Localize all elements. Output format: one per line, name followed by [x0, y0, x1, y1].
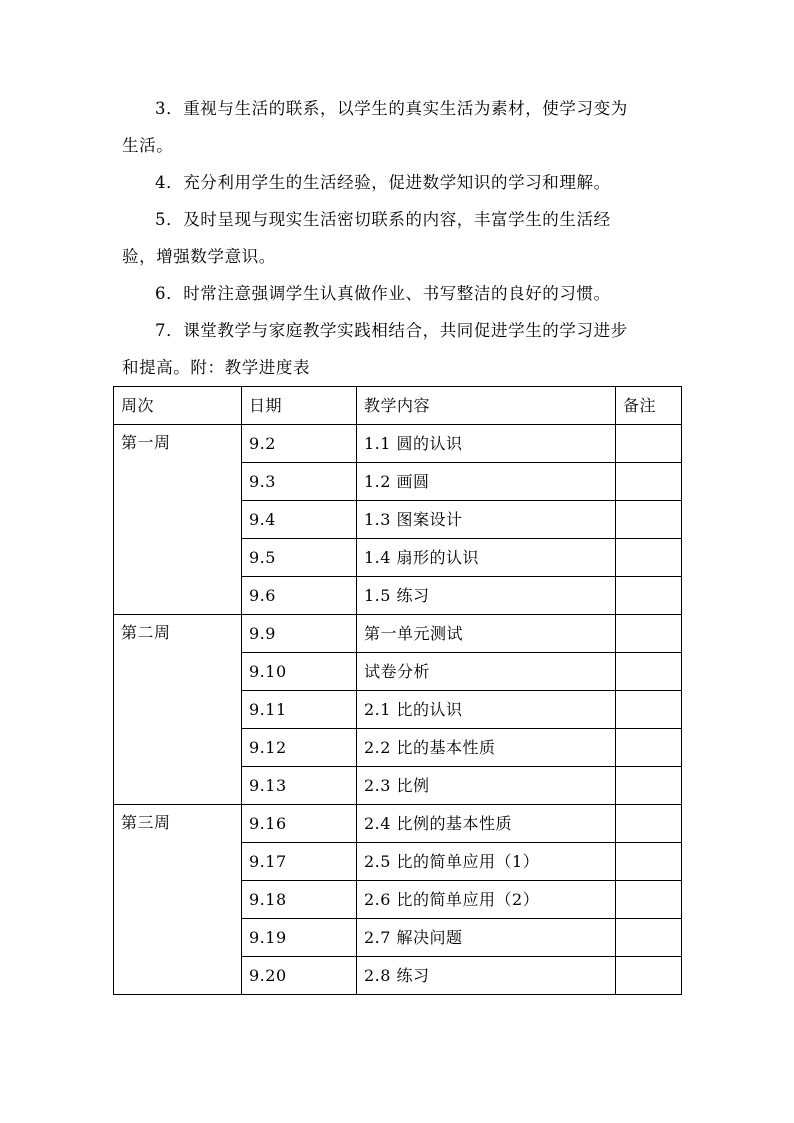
date-cell: 9.17 — [242, 843, 357, 881]
paragraph-5 — [122, 201, 682, 275]
note-cell — [616, 957, 682, 995]
date-cell: 9.10 — [242, 653, 357, 691]
note-cell — [616, 805, 682, 843]
content-cell: 2.6 比的简单应用（2） — [357, 881, 616, 919]
note-cell — [616, 425, 682, 463]
content-cell: 1.4 扇形的认识 — [357, 539, 616, 577]
paragraph-7-line1: 7．课堂教学与家庭教学实践相结合，共同促进学生的学习进步 — [155, 321, 628, 340]
note-cell — [616, 463, 682, 501]
week-label: 第三周 — [114, 805, 242, 995]
note-cell — [616, 653, 682, 691]
table-row — [114, 615, 682, 653]
paragraph-4 — [122, 164, 682, 201]
paragraph-4-line1: 4．充分利用学生的生活经验，促进数学知识的学习和理解。 — [155, 173, 611, 192]
paragraph-6-line1: 6．时常注意强调学生认真做作业、书写整洁的良好的习惯。 — [155, 284, 611, 303]
content-cell: 2.8 练习 — [357, 957, 616, 995]
note-cell — [616, 881, 682, 919]
table-header-row — [114, 387, 682, 425]
content-cell: 2.1 比的认识 — [357, 691, 616, 729]
date-cell: 9.13 — [242, 767, 357, 805]
paragraph-7 — [122, 312, 682, 386]
date-cell: 9.6 — [242, 577, 357, 615]
content-cell: 2.5 比的简单应用（1） — [357, 843, 616, 881]
paragraph-7-line2: 和提高。附：教学进度表 — [122, 358, 311, 377]
header-date: 日期 — [242, 387, 357, 425]
date-cell: 9.5 — [242, 539, 357, 577]
header-note: 备注 — [616, 387, 682, 425]
teaching-schedule-table — [113, 386, 682, 995]
date-cell: 9.2 — [242, 425, 357, 463]
content-cell: 试卷分析 — [357, 653, 616, 691]
paragraph-3-line2: 生活。 — [122, 136, 174, 155]
content-cell: 1.5 练习 — [357, 577, 616, 615]
header-content: 教学内容 — [357, 387, 616, 425]
week-label: 第一周 — [114, 425, 242, 615]
paragraph-3-line1: 3．重视与生活的联系，以学生的真实生活为素材，使学习变为 — [155, 99, 628, 118]
date-cell: 9.16 — [242, 805, 357, 843]
table-row — [114, 425, 682, 463]
date-cell: 9.20 — [242, 957, 357, 995]
note-cell — [616, 843, 682, 881]
content-cell: 2.7 解决问题 — [357, 919, 616, 957]
note-cell — [616, 691, 682, 729]
week-label: 第二周 — [114, 615, 242, 805]
date-cell: 9.9 — [242, 615, 357, 653]
content-cell: 1.2 画圆 — [357, 463, 616, 501]
date-cell: 9.19 — [242, 919, 357, 957]
table-row — [114, 805, 682, 843]
note-cell — [616, 539, 682, 577]
date-cell: 9.12 — [242, 729, 357, 767]
note-cell — [616, 501, 682, 539]
date-cell: 9.11 — [242, 691, 357, 729]
content-cell: 1.1 圆的认识 — [357, 425, 616, 463]
content-cell: 2.2 比的基本性质 — [357, 729, 616, 767]
paragraph-3 — [122, 90, 682, 164]
note-cell — [616, 577, 682, 615]
note-cell — [616, 729, 682, 767]
date-cell: 9.4 — [242, 501, 357, 539]
content-cell: 第一单元测试 — [357, 615, 616, 653]
content-cell: 2.3 比例 — [357, 767, 616, 805]
paragraph-5-line1: 5．及时呈现与现实生活密切联系的内容，丰富学生的生活经 — [155, 210, 611, 229]
paragraph-5-line2: 验，增强数学意识。 — [122, 247, 276, 266]
paragraph-6 — [122, 275, 682, 312]
note-cell — [616, 615, 682, 653]
note-cell — [616, 767, 682, 805]
date-cell: 9.3 — [242, 463, 357, 501]
note-cell — [616, 919, 682, 957]
content-cell: 1.3 图案设计 — [357, 501, 616, 539]
content-cell: 2.4 比例的基本性质 — [357, 805, 616, 843]
date-cell: 9.18 — [242, 881, 357, 919]
header-week: 周次 — [114, 387, 242, 425]
